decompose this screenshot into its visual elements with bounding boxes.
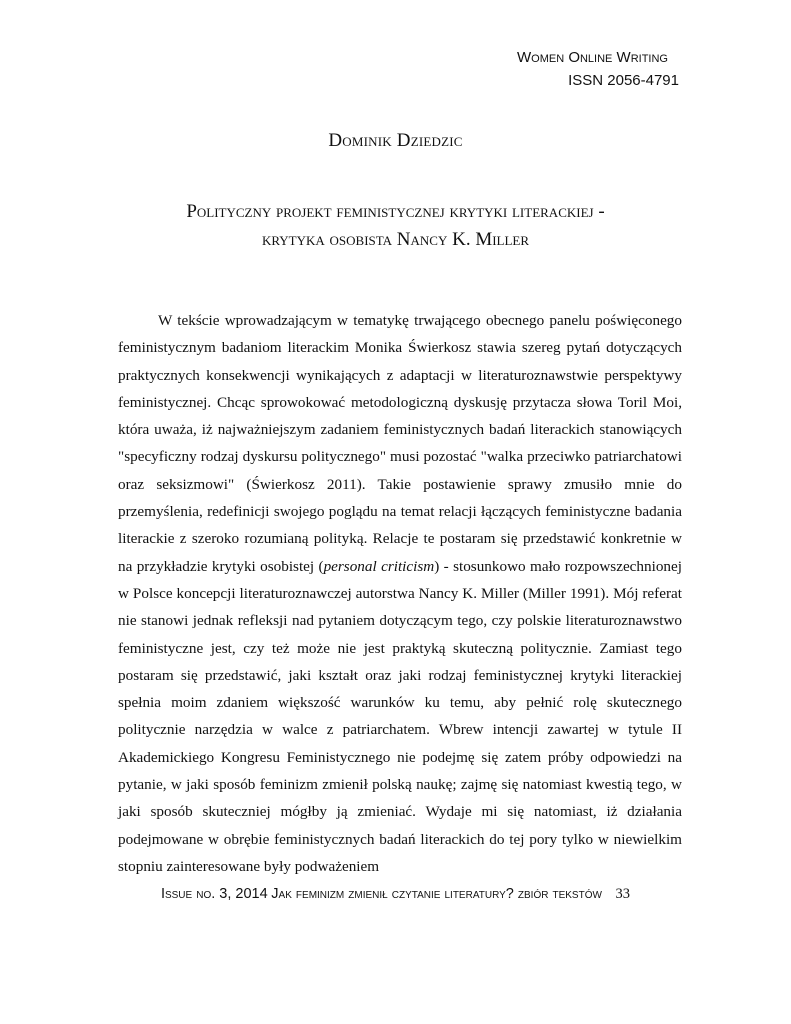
author-name: Dominik Dziedzic bbox=[328, 130, 463, 151]
footer-collection-title: Jak feminizm zmienił czytanie literatury? zbiór tekstów bbox=[271, 886, 602, 902]
issn-number: ISSN 2056-4791 bbox=[568, 72, 679, 89]
title-line-2: krytyka osobista Nancy K. Miller bbox=[261, 229, 530, 250]
journal-title: Women Online Writing bbox=[517, 49, 668, 66]
body-text-italic: personal criticism bbox=[323, 557, 435, 575]
page-footer bbox=[0, 886, 791, 903]
article-title bbox=[100, 198, 691, 254]
title-line-1: Polityczny projekt feministycznej krytyki literackiej - bbox=[186, 201, 605, 222]
body-paragraph bbox=[118, 307, 682, 880]
page-number: 33 bbox=[615, 886, 631, 902]
body-text-part-1: W tekście wprowadzającym w tematykę trwającego obecnego panelu poświęconego feministycznym badaniom literackim Monika Świerkosz stawia szereg pytań dotyczących praktycznych konsekwencji wynikających z adaptacji w literaturoznawstwie perspektywy feministycznej. Chcąc sprowokować metodologiczną dyskusję przytacza słowa Toril Moi, która uważa, iż najważniejszym zadaniem feministycznych badań literackich stanowiących "specyficzny rodzaj dyskursu politycznego" musi pozostać "walka przeciwko patriarchatowi oraz seksizmowi" (Świerkosz 2011). Takie postawienie sprawy zmusiło mnie do przemyślenia, redefinicji swojego poglądu na temat relacji łączących feministyczne badania literackie z szeroko rozumianą polityką. Relacje te postaram się przedstawić konkretnie w na przykładzie krytyki osobistej ( bbox=[118, 312, 682, 575]
body-text-part-2: ) - stosunkowo mało rozpowszechnionej w Polsce koncepcji literaturoznawczej autorstwa Nancy K. Miller (Miller 1991). Mój referat nie stanowi jednak refleksji nad pytaniem dotyczącym tego, czy polskie literaturoznawstwo feministyczne jest, czy też może nie jest praktyką skuteczną politycznie. Zamiast tego postaram się przedstawić, jaki kształt oraz jaki rodzaj feministycznej krytyki literackiej spełnia moim zdaniem większość warunków ku temu, aby pełnić rolę skutecznego politycznie narzędzia w walce z patriarchatem. Wbrew intencji zawartej w tytule II Akademickiego Kongresu Feministycznego nie podejmę się zatem próby odpowiedzi na pytanie, w jaki sposób feminizm zmienił polską naukę; zajmę się natomiast kwestią tego, w jaki sposób skuteczniej mógłby ją zmieniać. Wydaje mi się natomiast, iż działania podejmowane w obrębie feministycznych badań literackich do tej pory tylko w niewielkim stopniu zainteresowane były podważeniem bbox=[118, 557, 682, 875]
footer-issue: Issue no. 3, 2014 bbox=[160, 886, 268, 902]
